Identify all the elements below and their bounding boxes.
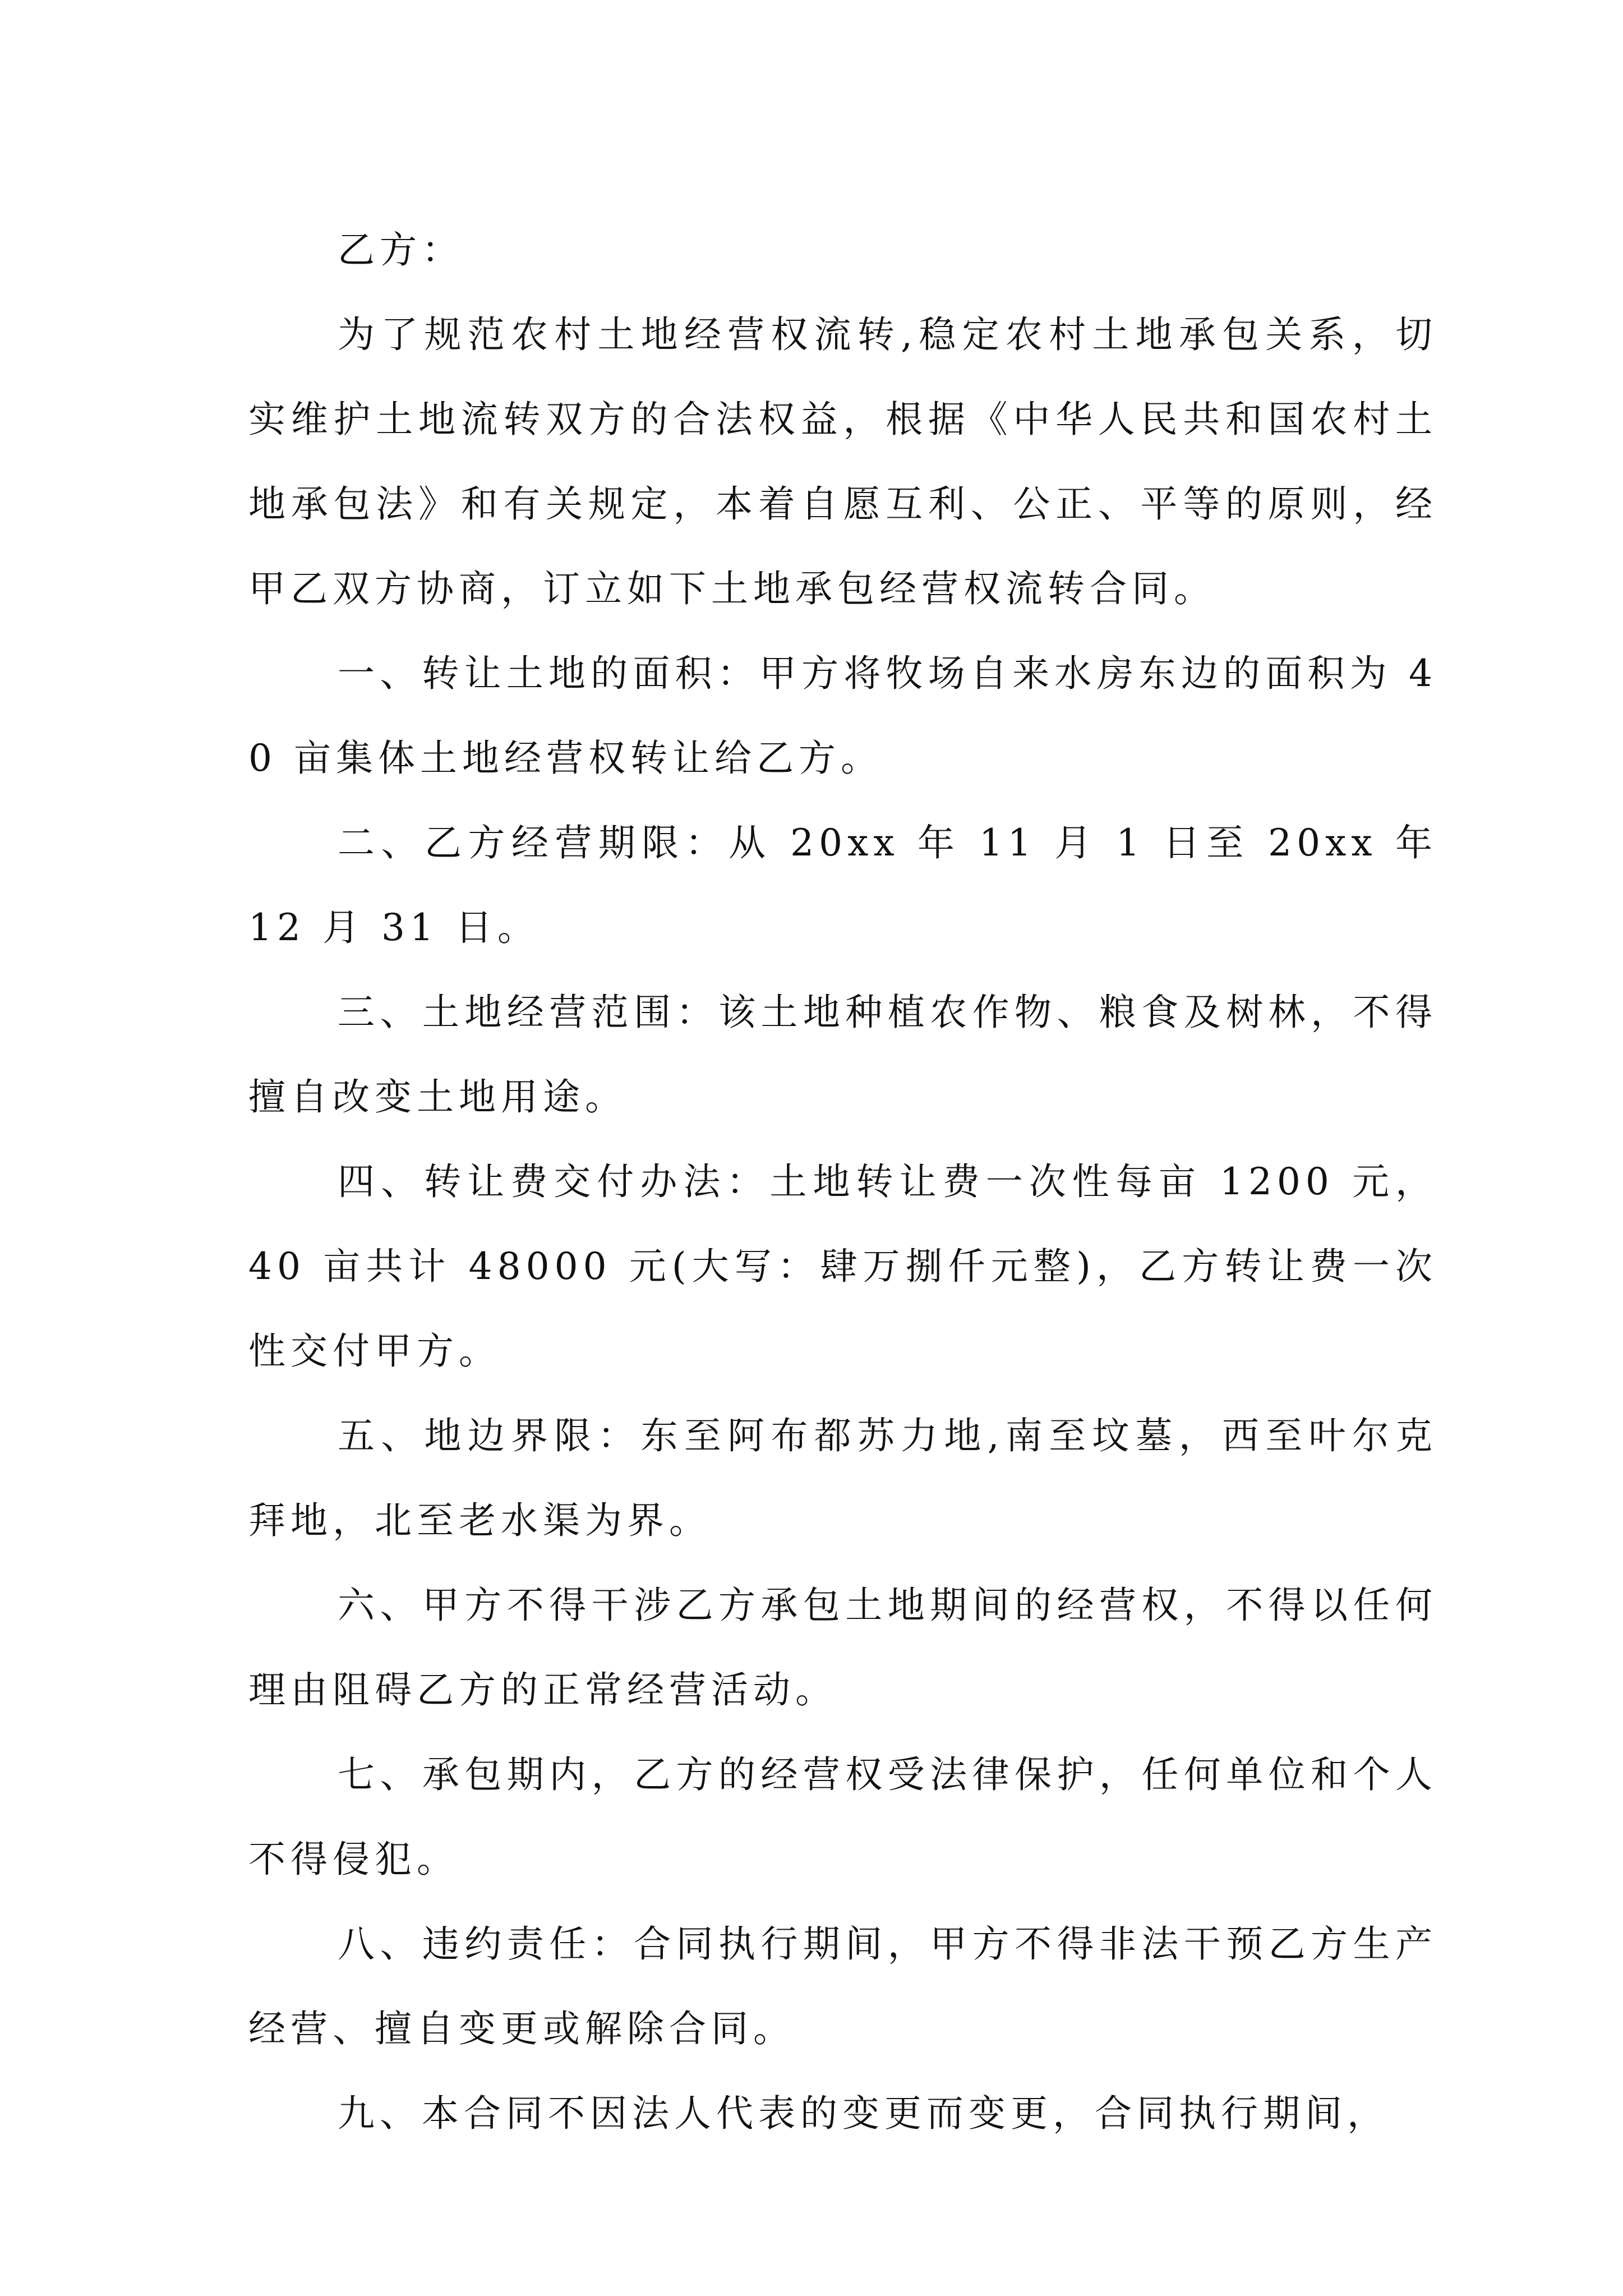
party-b-line: 乙方： xyxy=(338,228,464,272)
document-body xyxy=(248,208,1437,2156)
clause-2-term: 二、乙方经营期限：从 20xx 年 11 月 1 日至 20xx 年 12 月 31 日。 xyxy=(248,821,1437,949)
clause-7-legal-protection: 七、承包期内，乙方的经营权受法律保护，任何单位和个人不得侵犯。 xyxy=(248,1753,1437,1881)
clause-6-non-interference: 六、甲方不得干涉乙方承包土地期间的经营权，不得以任何理由阻碍乙方的正常经营活动。 xyxy=(248,1584,1437,1711)
preamble-paragraph: 为了规范农村土地经营权流转,稳定农村土地承包关系，切实维护土地流转双方的合法权益，根据《中华人民共和国农村土地承包法》和有关规定，本着自愿互利、公正、平等的原则，经甲乙双方协商，订立如下土地承包经营权流转合同。 xyxy=(248,313,1437,610)
clause-5-boundaries: 五、地边界限：东至阿布都苏力地,南至坟墓，西至叶尔克拜地，北至老水渠为界。 xyxy=(248,1414,1437,1542)
clause-3-scope: 三、土地经营范围：该土地种植农作物、粮食及树林，不得擅自改变土地用途。 xyxy=(248,991,1437,1119)
clause-8-liability: 八、违约责任：合同执行期间，甲方不得非法干预乙方生产经营、擅自变更或解除合同。 xyxy=(248,1922,1437,2050)
clause-4-payment: 四、转让费交付办法：土地转让费一次性每亩 1200 元，40 亩共计 48000 元(大写：肆万捌仟元整)，乙方转让费一次性交付甲方。 xyxy=(248,1160,1437,1373)
clause-9-continuity: 九、本合同不因法人代表的变更而变更，合同执行期间， xyxy=(338,2092,1389,2135)
clause-1-land-area: 一、转让土地的面积：甲方将牧场自来水房东边的面积为 40 亩集体土地经营权转让给乙方。 xyxy=(248,652,1437,780)
